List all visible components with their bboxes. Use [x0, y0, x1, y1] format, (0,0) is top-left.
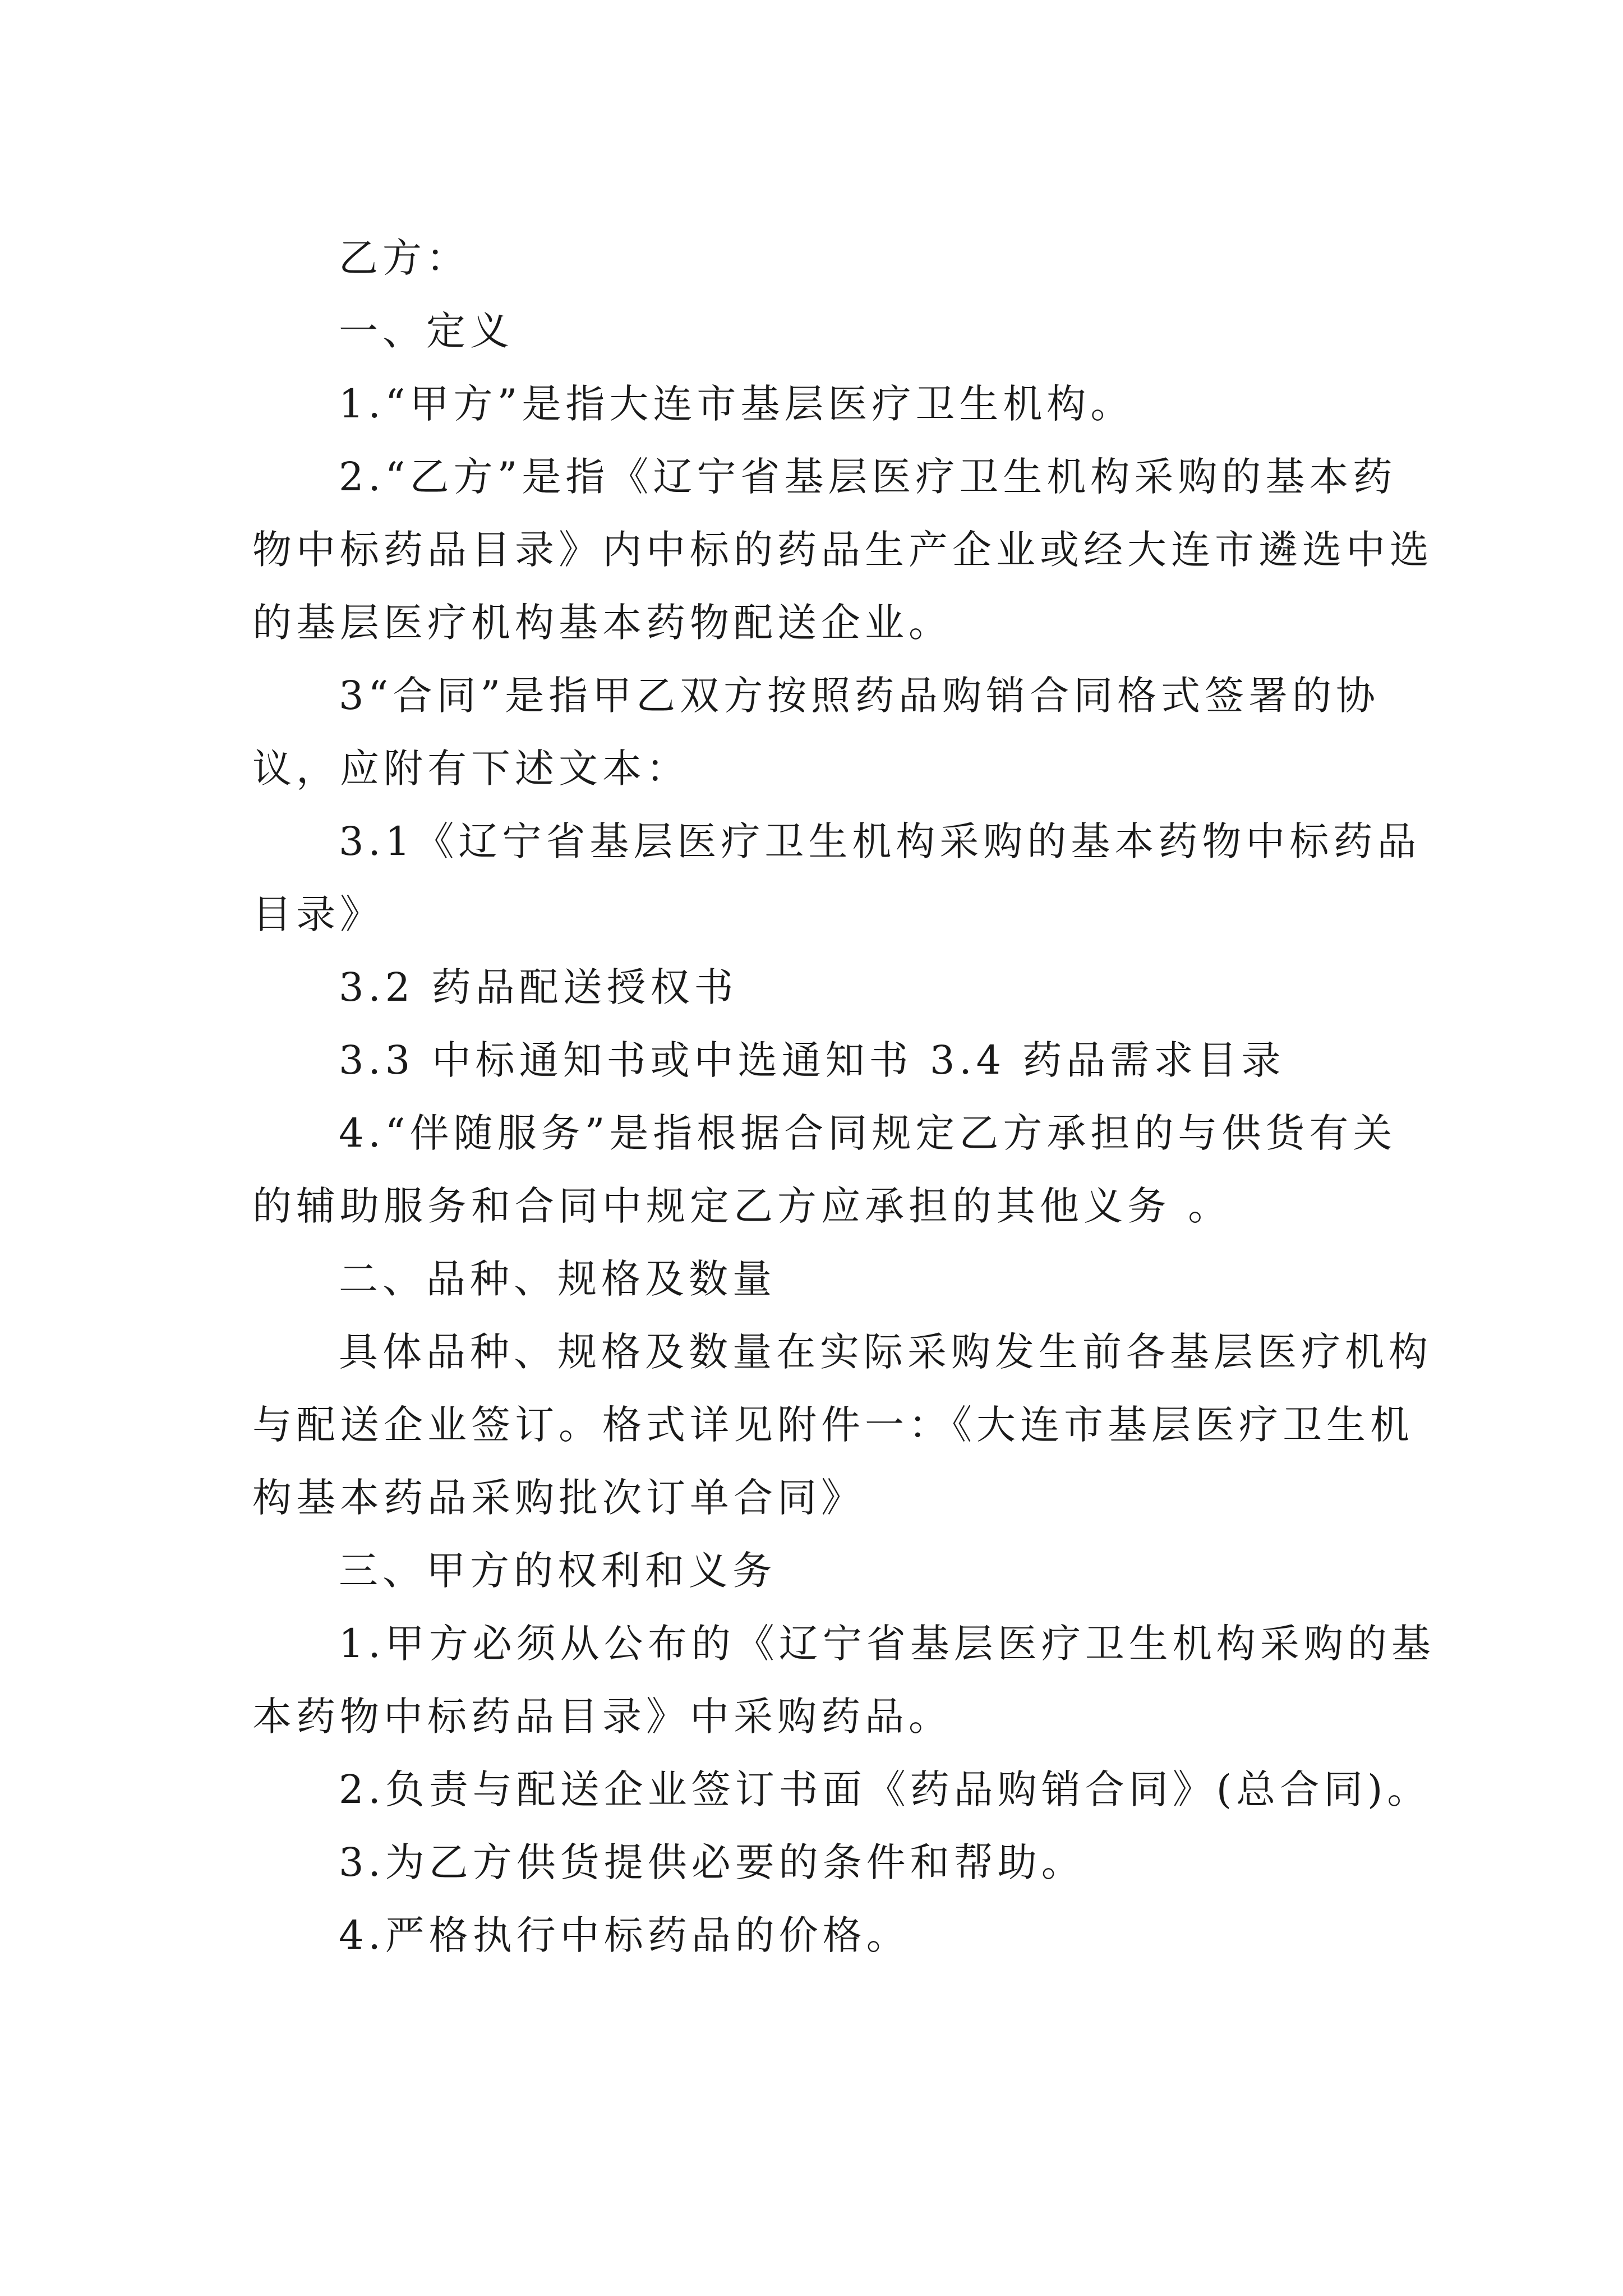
attachment-3-2: 3.2 药品配送授权书	[339, 964, 738, 1010]
section-3-heading: 三、甲方的权利和义务	[339, 1548, 776, 1594]
obligation-3: 3.为乙方供货提供必要的条件和帮助。	[339, 1839, 1085, 1885]
section-1-heading: 一、定义	[339, 308, 514, 354]
definition-1: 1.“甲方”是指大连市基层医疗卫生机构。	[339, 381, 1135, 427]
attachment-3-3-3-4: 3.3 中标通知书或中选通知书 3.4 药品需求目录	[339, 1037, 1285, 1083]
definition-3: 3“合同”是指甲乙双方按照药品购销合同格式签署的协议，应附有下述文本：	[252, 673, 1380, 792]
section-2-body: 具体品种、规格及数量在实际采购发生前各基层医疗机构与配送企业签订。格式详见附件一：《大连市基层医疗卫生机构基本药品采购批次订单合同》	[252, 1329, 1432, 1521]
attachment-3-1: 3.1《辽宁省基层医疗卫生机构采购的基本药物中标药品目录》	[252, 818, 1421, 937]
obligation-1: 1.甲方必须从公布的《辽宁省基层医疗卫生机构采购的基本药物中标药品目录》中采购药品。	[252, 1621, 1435, 1740]
obligation-2: 2.负责与配送企业签订书面《药品购销合同》(总合同)。	[339, 1766, 1431, 1812]
definition-4: 4.“伴随服务”是指根据合同规定乙方承担的与供货有关的辅助服务和合同中规定乙方应承担的其他义务 。	[252, 1110, 1397, 1229]
obligation-4: 4.严格执行中标药品的价格。	[339, 1912, 910, 1958]
party-b-label: 乙方：	[339, 235, 470, 281]
section-2-heading: 二、品种、规格及数量	[339, 1256, 776, 1302]
definition-2: 2.“乙方”是指《辽宁省基层医疗卫生机构采购的基本药物中标药品目录》内中标的药品生产企业或经大连市遴选中选的基层医疗机构基本药物配送企业。	[252, 454, 1433, 646]
